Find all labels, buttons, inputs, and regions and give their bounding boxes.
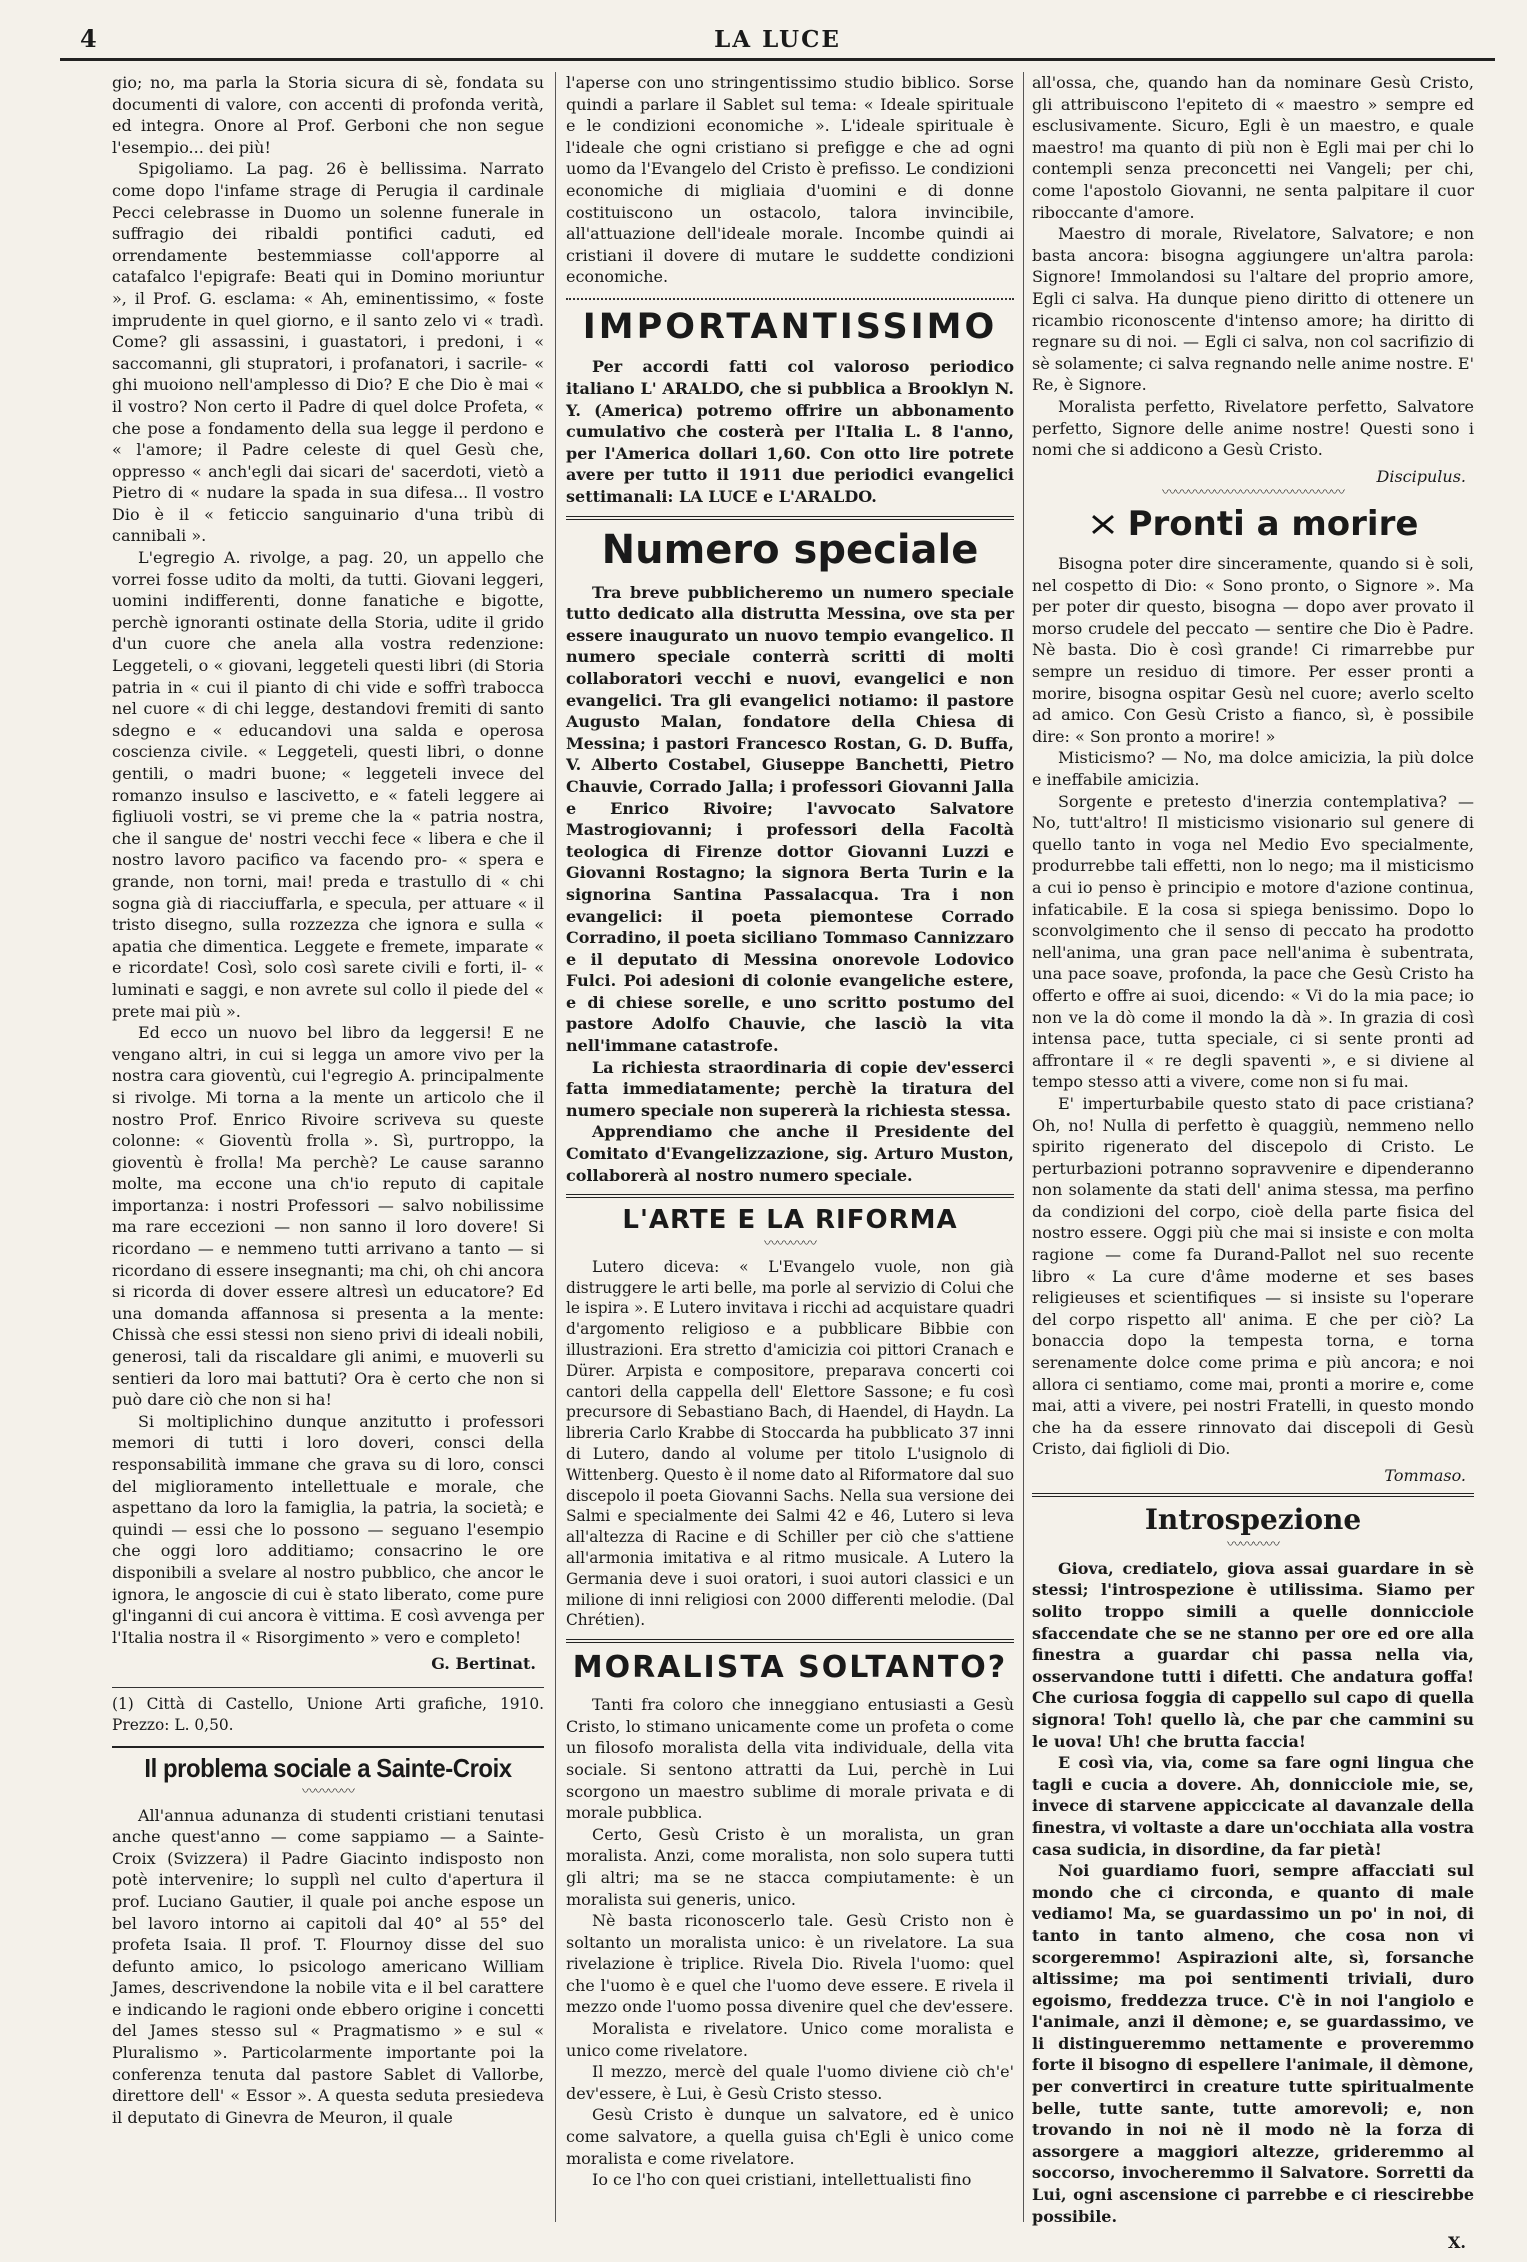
article-paragraph: gio; no, ma parla la Storia sicura di sè, fondata su documenti di valore, con accenti di profonda verità, ed integra. Onore al Prof. Gerboni che non segue l'esempio... dei più! bbox=[112, 73, 544, 157]
article-paragraph: Tanti fra coloro che inneggiano entusiasti a Gesù Cristo, lo stimano unicamente come un profeta o come un filosofo moralista della vita individuale, della vita sociale. Si sentono attratti da Lui, perchè in Lui scorgono un maestro sublime di morale privata e di morale pubblica. bbox=[566, 1695, 1014, 1823]
section-divider bbox=[566, 1639, 1014, 1643]
newspaper-title: LA LUCE bbox=[714, 26, 841, 53]
headline-pronti-a-morire bbox=[1032, 503, 1474, 544]
article-paragraph: Il mezzo, mercè del quale l'uomo diviene ciò ch'e' dev'essere, è Lui, è Gesù Cristo stesso. bbox=[566, 2062, 1014, 2103]
article-paragraph: All'annua adunanza di studenti cristiani tenutasi anche quest'anno — come sappiamo — a Sainte-Croix (Svizzera) il Padre Giacinto indisposto non potè intervenire; lo supplì nel culto d'apertura il prof. Luciano Gautier, il quale poi anche espose un bel lavoro intorno ai capitoli dal 40° al 55° del profeta Isaia. Il prof. T. Flournoy disse del suo defunto amico, lo psicologo americano William James, descrivendone la nobile vita e il bel carattere e indicando le ragioni onde ebbero origine i concetti del James stesso sul « Pragmatismo » e sul « Pluralismo ». Particolarmente importante poi la conferenza tenuta dal pastore Sablet di Vallorbe, direttore dell' « Essor ». A questa seduta presiedeva il deputato di Ginevra de Meuron, il quale bbox=[112, 1805, 544, 2127]
article-paragraph: Lutero diceva: « L'Evangelo vuole, non già distruggere le arti belle, ma porle al servizio di Colui che le ispira ». E Lutero invitava i ricchi ad acquistare quadri d'argomento religioso e a pubblicare Bibbie con illustrazioni. Era stretto d'amicizia coi pittori Cranach e Dürer. Arpista e compositore, preparava concerti coi cantori della cappella dell' Elettore Sassone; e fu così precursore di Sebastiano Bach, di Haendel, di Haydn. La libreria Carlo Krabbe di Stoccarda ha pubblicato 37 inni di Lutero, dando al volume per titolo L'usignolo di Wittenberg. Questo è il nome dato al Riformatore dal suo discepolo il poeta Giovanni Sachs. Nella sua versione dei Salmi e specialmente dei Salmi 42 e 46, Lutero si leva all'altezza di Racine e di Schiller per ciò che s'attiene all'armonia imitativa e al ritmo musicale. A Lutero la Germania deve i suoi oratori, i suoi autori classici e un milione di inni religiosi con 2000 differenti melodie. (Dal Chrétien). bbox=[566, 1257, 1014, 1630]
column-1 bbox=[112, 72, 544, 2240]
article-paragraph: Gesù Cristo è dunque un salvatore, ed è unico come salvatore, a quella guisa ch'Egli è unico come moralista e come rivelatore. bbox=[566, 2105, 1014, 2168]
article-paragraph: Ed ecco un nuovo bel libro da leggersi! E ne vengano altri, in cui si legga un amore vivo per la nostra cara gioventù, cui l'egregio A. principalmente si rivolge. Mi torna a la mente un articolo che il nostro Prof. Enrico Rivoire scriveva su queste colonne: « Gioventù frolla ». Sì, purtroppo, la gioventù è frolla! Ma perchè? Le cause saranno molte, ma eccone una ch'io reputo di capitale importanza: i nostri Professori — salvo nobilissime ma rare eccezioni — non sanno il loro dovere! Si ricordano — e nemmeno tutti arrivano a tanto — si ricordano di essere insegnanti; ma chi, oh chi ancora si ricorda di dover essere altresì un educatore? Ed una domanda affannosa si presenta a la mente: Chissà che essi stessi non sieno privi di ideali nobili, generosi, tali da riscaldare gli animi, e muoverli su sentieri da loro mai battuti? Ora è certo che non si può dare ciò che non si ha! bbox=[112, 1023, 544, 1410]
article-paragraph: Giova, crediatelo, giova assai guardare in sè stessi; l'introspezione è utilissima. Siamo per solito troppo simili a quelle donnicciole sfaccendate che se ne stanno per ore ed ore alla finestra a guardar chi passa nella via, osservandone tutti i difetti. Che andatura goffa! Che curiosa foggia di cappello sul capo di quella signora! Toh! quello là, che par che cammini su le uova! Uh! che brutta faccia! bbox=[1032, 1558, 1474, 1751]
article-paragraph: Io ce l'ho con quei cristiani, intellettualisti fino bbox=[592, 2170, 972, 2190]
article-paragraph: L'egregio A. rivolge, a pag. 20, un appello che vorrei fosse udito da molti, da tutti. Giovani leggeri, uomini indifferenti, donne fanatiche e bigotte, perchè ignoranti ostinate della Storia, udite il grido d'un cuore che anela alla vostra redenzione: Leggeteli, o « giovani, leggeteli questi libri (di Storia patria in « cui il pianto di chi vide e soffrì trabocca nel cuore « di chi legge, destandovi fremiti di santo sdegno e « educandovi una salda e operosa coscienza civile. « Leggeteli, questi libri, o donne gentili, o madri buone; « leggeteli invece del romanzo insulso e lascivetto, e « fateli leggere ai figliuoli vostri, se vi preme che la « patria nostra, che il sangue de' nostri vecchi fece « libera e che il nostro lavoro pacifico va facendo pro- « spera e grande, non torni, mai! preda e trastullo di « chi sogna già di riacciuffarla, e specula, per attuare « il tristo disegno, sulla rozzezza che ignora e sulla « apatia che dimentica. Leggete e fremete, imparate « e ricordate! Così, solo così sarete civili e forti, il- « luminati e saggi, e non avrete sul collo il piede del « prete mai più ». bbox=[112, 548, 544, 1021]
article-paragraph: E' imperturbabile questo stato di pace cristiana? Oh, no! Nulla di perfetto è quaggiù, nemmeno nello spirito rigenerato del discepolo di Cristo. Le perturbazioni potranno sopravvenire e dipenderanno non solamente da stati dell' anima stessa, ma perfino da condizioni del corpo, cioè della parte fisica del nostro essere. Oggi più che mai si insiste e con molta ragione — come fa Durand-Pallot nel suo recente libro « La cure d'âme moderne et ses bases religieuses et scientifiques — si insiste su l'operare del corpo rispetto all' anima. E che per ciò? La bonaccia dopo la tempesta torna, e torna serenamente dolce come prima e più ancora; e noi allora ci sentiamo, come mai, pronti a morire e, come mai, atti a vivere, pei nostri Fratelli, in questo mondo che ha da essere rinnovato dai discepoli di Gesù Cristo, dai figlioli di Dio. bbox=[1032, 1093, 1474, 1459]
article-paragraph: Moralista perfetto, Rivelatore perfetto, Salvatore perfetto, Signore delle anime nostre! Questi sono i nomi che si addicono a Gesù Cristo. bbox=[1032, 396, 1474, 460]
headline-importantissimo: IMPORTANTISSIMO bbox=[582, 306, 998, 347]
masthead bbox=[60, 22, 1495, 61]
article-paragraph: Bisogna poter dire sinceramente, quando si è soli, nel cospetto di Dio: « Sono pronto, o Signore ». Ma per poter dir questo, bisogna — dopo aver provato il morso crudele del peccato — sentire che Dio è Padre. Nè basta. Dio è così grande! Ci rimarrebbe pur sempre un residuo di timore. Per esser pronti a morire, bisogna ospitar Gesù nel cuore; averlo scelto ad amico. Con Gesù Cristo a fianco, sì, è possibile dire: « Son pronto a morire! » bbox=[1032, 554, 1474, 746]
article-paragraph: Misticismo? — No, ma dolce amicizia, la più dolce e ineffabile amicizia. bbox=[1032, 748, 1474, 790]
article-paragraph: Nè basta riconoscerlo tale. Gesù Cristo non è soltanto un moralista unico: è un rivelatore. La sua rivelazione è triplice. Rivela Dio. Rivela l'uomo: quel che l'uomo è e quel che l'uomo deve essere. E rivela il mezzo onde l'uomo possa divenire quel che dev'essere. bbox=[566, 1911, 1014, 2017]
headline-introspezione: Introspezione bbox=[1144, 1503, 1362, 1537]
page-number: 4 bbox=[80, 24, 97, 53]
article-signature: Tommaso. bbox=[1384, 1466, 1466, 1486]
announcement-paragraph: Per accordi fatti col valoroso periodico italiano L' ARALDO, che si pubblica a Brooklyn N. Y. (America) potremo offrire un abbonamento cumulativo che costerà per l'Italia L. 8 l'anno, per l'America dollari 1,60. Con otto lire potrete avere per tutto il 1911 due periodici evangelici settimanali: LA LUCE e L'ARALDO. bbox=[566, 357, 1014, 506]
article-paragraph: Apprendiamo che anche il Presidente del Comitato d'Evangelizzazione, sig. Arturo Muston, collaborerà al nostro numero speciale. bbox=[566, 1122, 1014, 1185]
article-paragraph: La richiesta straordinaria di copie dev'esserci fatta immediatamente; perchè la tiratura del numero speciale non supererà la richiesta stessa. bbox=[566, 1057, 1014, 1120]
section-divider bbox=[566, 516, 1014, 520]
article-paragraph: Moralista e rivelatore. Unico come moralista e unico come rivelatore. bbox=[566, 2019, 1014, 2060]
column-3 bbox=[1032, 72, 1474, 2253]
section-divider bbox=[112, 1746, 544, 1748]
section-divider bbox=[566, 1194, 1014, 1198]
article-paragraph: Tra breve pubblicheremo un numero speciale tutto dedicato alla distrutta Messina, ove sta per essere inaugurato un nuovo tempio evangelico. Il numero speciale conterrà scritti di molti collaboratori vecchi e nuovi, evangelici e non evangelici. Tra gli evangelici notiamo: il pastore Augusto Malan, fondatore della Chiesa di Messina; i pastori Francesco Rostan, G. D. Buffa, V. Alberto Costabel, Giuseppe Banchetti, Pietro Chauvie, Corrado Jalla; i professori Giovanni Jalla e Enrico Rivoire; l'avvocato Salvatore Mastrogiovanni; i professori della Facoltà teologica di Firenze dottor Giovanni Luzzi e Giovanni Rostagno; la signora Berta Turin e la signorina Santina Passalacqua. Tra i non evangelici: il poeta piemontese Corrado Corradino, il poeta siciliano Tommaso Cannizzaro e il deputato di Messina onorevole Lodovico Fulci. Poi adesioni di colonie evangeliche estere, e di chiese sorelle, e uno scritto postumo del pastore Adolfo Chauvie, che lasciò la vita nell'immane catastrofe. bbox=[566, 582, 1014, 1056]
article-signature: X. bbox=[1448, 2233, 1466, 2253]
article-paragraph: Noi guardiamo fuori, sempre affacciati sul mondo che ci circonda, e quanto di male vediamo! Ma, se guardassimo un po' in noi, di tanto in tanto almeno, che cosa non vi scorgeremmo! Aspirazioni alte, sì, forsanche altissime; ma poi sentimenti triviali, duro egoismo, freddezza truce. C'è in noi l'angiolo e l'animale, anzi il dèmone; e, se guardassimo, ve li distingueremmo nettamente e proveremmo forte il bisogno di espellere l'animale, il dèmone, per convertirci in creature tutte spiritualmente belle, tutte sante, tutte amorevoli; e, non trovando in noi nè il modo nè la forza di assorgere a maggiori altezze, grideremmo al soccorso, invocheremmo il Salvatore. Sorretti da Lui, ogni ascensione ci parrebbe e ci riescirebbe possibile. bbox=[1032, 1861, 1474, 2226]
ornament-wave: 〰〰〰〰〰〰〰〰〰〰〰〰〰〰 bbox=[1162, 484, 1344, 501]
article-paragraph: Certo, Gesù Cristo è un moralista, un gran moralista. Anzi, come moralista, non solo supera tutti gli altri; ma se ne stacca compiutamente: è un moralista sui generis, unico. bbox=[566, 1824, 1014, 1909]
column-divider bbox=[1023, 72, 1024, 2222]
section-divider bbox=[566, 298, 1014, 300]
article-paragraph: l'aperse con uno stringentissimo studio biblico. Sorse quindi a parlare il Sablet sul tema: « Ideale spirituale e le condizioni economiche ». L'ideale spirituale è l'ideale che ogni cristiano si prefigge e che ad ogni uomo da l'Evangelo del Cristo è prefisso. Le condizioni economiche di migliaia d'uomini e di donne costituiscono un ostacolo, talora invincibile, all'attuazione dell'ideale morale. Incombe quindi ai cristiani il dovere di mutare le suddette condizioni economiche. bbox=[566, 73, 1014, 287]
ornament-wave: 〰〰〰〰 bbox=[1227, 1536, 1279, 1553]
article-paragraph: Si moltiplichino dunque anzitutto i professori memori di tutti i loro doveri, consci della responsabilità immane che grava su di loro, consci del miglioramento intellettuale e morale, che aspettano da loro la famiglia, la patria, la società; e quindi — essi che lo possono — seguano l'esempio che oggi loro additiamo; consacrino le ore disponibili a svelare al nostro pubblico, che ancor le ignora, le angoscie di cui è stato liberato, come pure gl'inganni di cui ancora è vittima. E così avvenga per l'Italia nostra il « Risorgimento » vero e completo! bbox=[112, 1411, 544, 1647]
headline-moralista-soltanto: MORALISTA SOLTANTO? bbox=[572, 1650, 1008, 1686]
article-paragraph: Spigoliamo. La pag. 26 è bellissima. Narrato come dopo l'infame strage di Perugia il cardinale Pecci celebrasse in Duomo un solenne funerale in suffragio dei ribaldi pontifici caduti, ed orrendamente bestemmiasse coll'apporre al catafalco l'epigrafe: Beati qui in Domino moriuntur », il Prof. G. esclama: « Ah, eminentissimo, « foste imprudente in quel giorno, e il santo zelo vi « tradì. Come? gli assassini, i guastatori, i predoni, i « saccomanni, gli stupratori, i profanatori, i sacrile- « ghi muoiono nell'amplesso di Dio? E che Dio è mai « il vostro? Non certo il Padre di quel dolce Profeta, « che pose a fondamento della sua legge il perdono e « l'amore; il Padre celeste di quel Gesù che, oppresso « anch'egli dai sicari de' sacerdoti, vietò a Pietro di « nudare la spada in sua difesa... Il vostro Dio è il « feticcio sanguinario d'una tribù di cannibali ». bbox=[112, 159, 544, 546]
article-paragraph: Maestro di morale, Rivelatore, Salvatore; e non basta ancora: bisogna aggiungere un'altra parola: Signore! Immolandosi su l'altare del proprio amore, Egli ci salva. Ha dunque pieno diritto di ottenere un ricambio riconoscente d'intenso amore; ha diritto di regnare su di noi. — Egli ci salva, non col sacrifizio di sè solamente; ci salva regnando nelle anime nostre. E' Re, è Signore. bbox=[1032, 224, 1474, 395]
article-signature: G. Bertinat. bbox=[431, 1654, 536, 1674]
scissors-icon bbox=[1088, 512, 1118, 538]
headline-text: Pronti a morire bbox=[1127, 503, 1419, 544]
section-divider bbox=[1032, 1493, 1474, 1497]
ornament-wave: 〰〰〰〰 bbox=[302, 1783, 354, 1800]
headline-arte-riforma: L'ARTE E LA RIFORMA bbox=[622, 1205, 958, 1236]
footnote: (1) Città di Castello, Unione Arti grafiche, 1910. Prezzo: L. 0,50. bbox=[112, 1687, 544, 1736]
ornament-wave: 〰〰〰〰 bbox=[764, 1235, 816, 1252]
column-divider bbox=[555, 72, 556, 2222]
article-paragraph: E così via, via, come sa fare ogni lingua che tagli e cucia a dovere. Ah, donnicciole mie, se, invece di starvene appiccicate al davanzale della finestra, vi voltaste a dare un'occhiata alla vostra casa sudicia, in disordine, da far pietà! bbox=[1032, 1753, 1474, 1859]
article-signature: Discipulus. bbox=[1376, 466, 1466, 486]
article-paragraph: Sorgente e pretesto d'inerzia contemplativa? — No, tutt'altro! Il misticismo visionario sul genere di quello tanto in voga nel Medio Evo specialmente, produrrebbe tali effetti, non lo nego; ma il misticismo a cui io penso è principio e motore d'azione continua, infaticabile. E la cosa si spiega benissimo. Dopo lo sconvolgimento che il senso di peccato ha prodotto nell'anima, una gran pace nell'anima è subentrata, una pace soave, profonda, la pace che Gesù Cristo ha offerto e offre ai suoi, dicendo: « Vi do la mia pace; io non ve la dò come il mondo la dà ». In grazia di così intensa pace, tutta speciale, ci si sente pronti ad affrontare il « re degli spaventi », e si diviene al tempo stesso atti a vivere, come non si fu mai. bbox=[1032, 791, 1474, 1092]
article-paragraph: all'ossa, che, quando han da nominare Gesù Cristo, gli attribuiscono l'epiteto di « maestro » sempre ed esclusivamente. Sicuro, Egli è un maestro, e quale maestro! ma quanto di più non è Egli mai per chi lo contempli senza preconcetti nei Vangeli; per chi, come l'apostolo Giovanni, ne senta palpitare il cuor riboccante d'amore. bbox=[1032, 73, 1474, 222]
headline-problema-sociale: Il problema sociale a Sainte-Croix bbox=[144, 1752, 512, 1783]
column-2 bbox=[566, 72, 1014, 2240]
headline-numero-speciale: Numero speciale bbox=[601, 526, 979, 573]
